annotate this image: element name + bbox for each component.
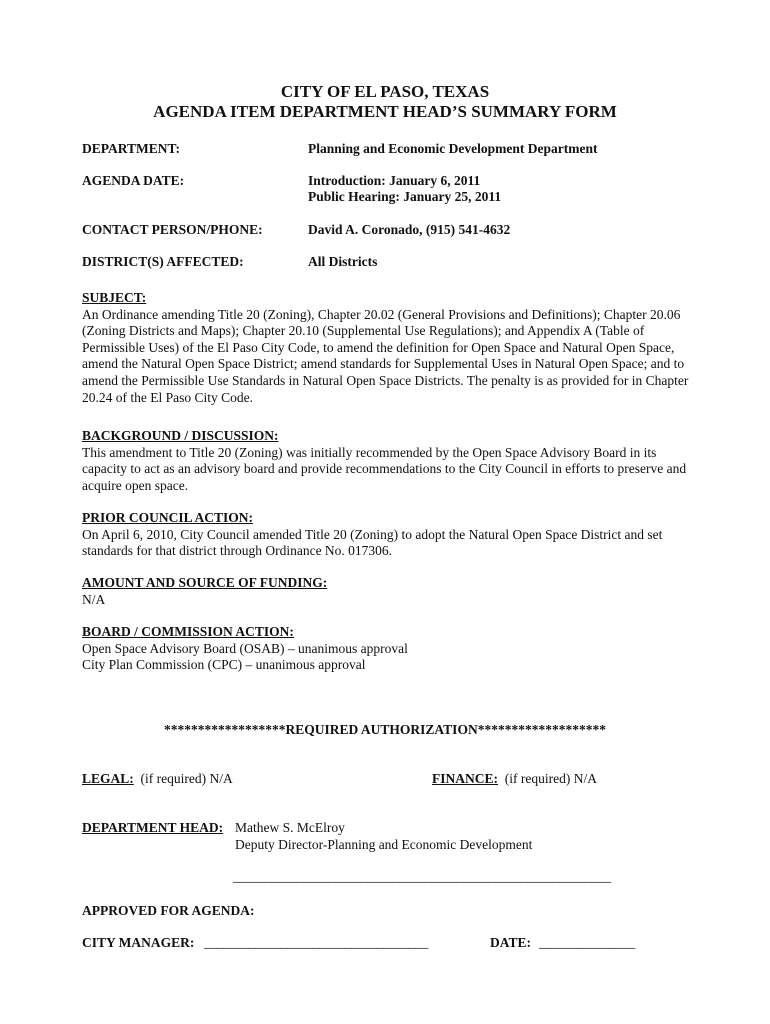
department-label: DEPARTMENT:	[82, 141, 181, 156]
districts-value: All Districts	[308, 254, 378, 269]
dept-head-label: DEPARTMENT HEAD:	[82, 820, 224, 835]
prior-action-heading: PRIOR COUNCIL ACTION:	[82, 510, 254, 525]
board-heading: BOARD / COMMISSION ACTION:	[82, 624, 294, 639]
legal-row	[82, 771, 233, 787]
subject-line: amend the Natural Open Space District; amend standards for Supplemental Uses in Natural Open Space; and to	[82, 356, 685, 372]
subject-heading: SUBJECT:	[82, 290, 147, 305]
prior-action-section	[82, 510, 707, 560]
date-signature-line[interactable]: _______________	[539, 935, 636, 950]
subject-line: (Zoning Districts and Maps); Chapter 20.10 (Supplemental Use Regulations); and Appendix A (Table of	[82, 323, 645, 339]
prior-action-line: standards for that district through Ordinance No. 017306.	[82, 543, 393, 559]
background-line: acquire open space.	[82, 477, 189, 493]
agenda-date-label: AGENDA DATE:	[82, 173, 185, 188]
dept-head-name: Mathew S. McElroy	[235, 820, 345, 835]
finance-row	[432, 771, 597, 787]
form-title: AGENDA ITEM DEPARTMENT HEAD’S SUMMARY FORM	[153, 102, 617, 121]
subject-line: An Ordinance amending Title 20 (Zoning), Chapter 20.02 (General Provisions and Definitions); Chapter 20.06	[82, 306, 681, 322]
subject-line: amend the Permissible Use Standards in Natural Open Space Districts. The penalty is as provided for in Chapter	[82, 372, 689, 388]
contact-value: David A. Coronado, (915) 541-4632	[308, 222, 511, 237]
document-title: CITY OF EL PASO, TEXAS	[280, 82, 490, 101]
funding-line: N/A	[82, 591, 106, 607]
legal-value: (if required) N/A	[140, 771, 233, 786]
prior-action-line: On April 6, 2010, City Council amended Title 20 (Zoning) to adopt the Natural Open Space District and set	[82, 526, 663, 542]
dept-head-signature-line[interactable]: ___________________________________________________________	[233, 869, 611, 884]
city-manager-label: CITY MANAGER:	[82, 935, 195, 950]
subject-section	[82, 290, 707, 406]
department-value: Planning and Economic Development Department	[308, 141, 598, 156]
districts-label: DISTRICT(S) AFFECTED:	[82, 254, 244, 269]
board-line: City Plan Commission (CPC) – unanimous approval	[82, 657, 366, 673]
legal-label: LEGAL:	[82, 771, 134, 786]
funding-heading: AMOUNT AND SOURCE OF FUNDING:	[82, 575, 328, 590]
dept-head-title: Deputy Director-Planning and Economic Development	[235, 837, 533, 852]
background-heading: BACKGROUND / DISCUSSION:	[82, 428, 279, 443]
city-manager-signature-line[interactable]: ___________________________________	[204, 935, 429, 950]
board-section	[82, 624, 707, 674]
subject-line: Permissible Uses) of the El Paso City Code, to amend the definition for Open Space and Natural Open Space,	[82, 339, 675, 355]
date-label: DATE:	[490, 935, 532, 950]
required-authorization-banner: ******************REQUIRED AUTHORIZATION*******************	[164, 722, 606, 737]
board-line: Open Space Advisory Board (OSAB) – unanimous approval	[82, 640, 408, 656]
agenda-date-introduction: Introduction: January 6, 2011	[308, 173, 481, 188]
contact-label: CONTACT PERSON/PHONE:	[82, 222, 263, 237]
funding-section	[82, 575, 707, 608]
subject-line: 20.24 of the El Paso City Code.	[82, 389, 253, 405]
approved-for-agenda-label: APPROVED FOR AGENDA:	[82, 903, 255, 918]
agenda-date-public-hearing: Public Hearing: January 25, 2011	[308, 189, 502, 204]
finance-label: FINANCE:	[432, 771, 498, 786]
background-line: capacity to act as an advisory board and provide recommendations to the City Council in efforts to preserve and	[82, 461, 687, 477]
finance-value: (if required) N/A	[504, 771, 597, 786]
background-section	[82, 428, 707, 494]
background-line: This amendment to Title 20 (Zoning) was initially recommended by the Open Space Advisory Board in its	[82, 444, 657, 460]
